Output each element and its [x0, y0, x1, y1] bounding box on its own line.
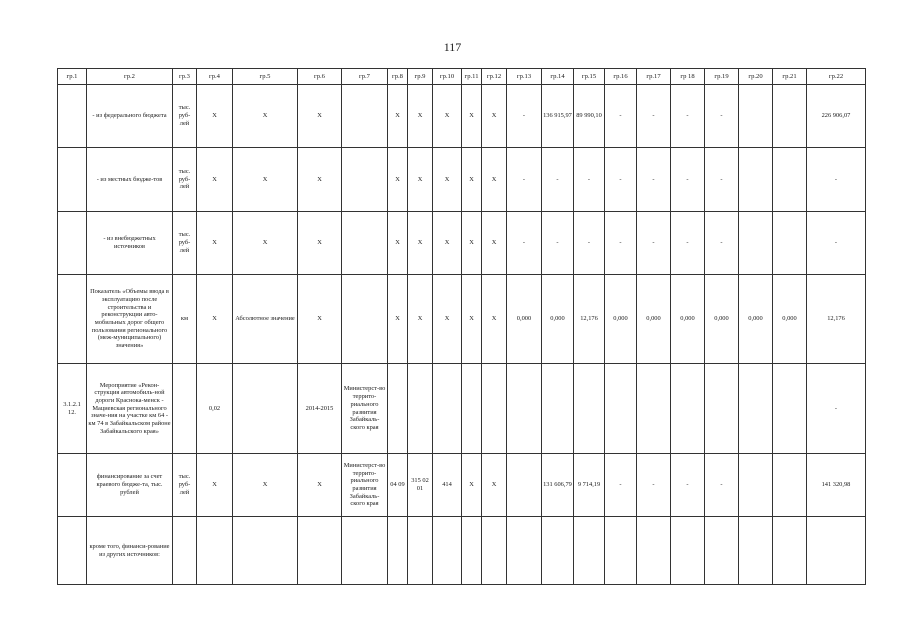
- table-cell: тыс. руб-лей: [173, 212, 197, 275]
- row-federal-budget: [58, 85, 866, 148]
- row-financing: [58, 454, 866, 517]
- table-cell: [507, 364, 542, 454]
- table-cell: Абсолютное значение: [233, 275, 298, 364]
- table-cell: [542, 517, 574, 585]
- table-cell: -: [705, 454, 739, 517]
- row-other-sources: [58, 517, 866, 585]
- table-cell: -: [637, 454, 671, 517]
- table-cell: [705, 517, 739, 585]
- table-cell: [705, 364, 739, 454]
- table-cell: X: [197, 454, 233, 517]
- table-cell: [408, 517, 433, 585]
- row-local-budget: [58, 148, 866, 212]
- table-cell: X: [408, 148, 433, 212]
- table-cell: [807, 517, 866, 585]
- header-cell: гр.3: [173, 69, 197, 85]
- table-cell: [773, 454, 807, 517]
- table-cell: X: [388, 212, 408, 275]
- header-cell: гр.1: [58, 69, 87, 85]
- table-cell: 0,02: [197, 364, 233, 454]
- table-cell: Показатель «Объемы ввода в эксплуатацию после строительства и реконструкции авто-мобильных дорог общего пользования регионального (меж-муниципального) значения»: [87, 275, 173, 364]
- table-cell: X: [482, 212, 507, 275]
- table-cell: X: [197, 212, 233, 275]
- table-cell: [773, 212, 807, 275]
- table-cell: 0,000: [507, 275, 542, 364]
- table-cell: X: [233, 454, 298, 517]
- table-cell: -: [705, 212, 739, 275]
- table-cell: [388, 364, 408, 454]
- row-extrabudgetary: [58, 212, 866, 275]
- table-cell: [58, 85, 87, 148]
- table-cell: -: [637, 85, 671, 148]
- table-cell: тыс. руб-лей: [173, 454, 197, 517]
- table-cell: [197, 517, 233, 585]
- table-cell: -: [605, 85, 637, 148]
- table-cell: [58, 148, 87, 212]
- table-cell: X: [482, 85, 507, 148]
- table-cell: -: [605, 454, 637, 517]
- table-cell: -: [605, 212, 637, 275]
- table-cell: [482, 517, 507, 585]
- table-cell: X: [462, 148, 482, 212]
- table-cell: 0,000: [542, 275, 574, 364]
- header-cell: гр.10: [433, 69, 462, 85]
- table-cell: [58, 517, 87, 585]
- table-cell: -: [574, 212, 605, 275]
- table-cell: -: [542, 148, 574, 212]
- table-cell: X: [298, 212, 342, 275]
- table-cell: X: [408, 212, 433, 275]
- table-cell: [342, 85, 388, 148]
- table-cell: 0,000: [773, 275, 807, 364]
- table-cell: X: [388, 85, 408, 148]
- table-cell: X: [408, 275, 433, 364]
- table-cell: [605, 364, 637, 454]
- header-cell: гр.7: [342, 69, 388, 85]
- table-cell: X: [482, 148, 507, 212]
- table-cell: 0,000: [739, 275, 773, 364]
- table-cell: Мероприятие «Рекон-струкция автомобиль-ной дороги Краснока-менск - Мациевская регионального значе-ния на участке км 64 - км 74 в Забайкальском районе Забайкальского края»: [87, 364, 173, 454]
- table-cell: -: [671, 212, 705, 275]
- table-cell: X: [433, 148, 462, 212]
- table-cell: X: [233, 85, 298, 148]
- table-cell: -: [542, 212, 574, 275]
- table-cell: 04 09: [388, 454, 408, 517]
- table-cell: 9 714,19: [574, 454, 605, 517]
- table-cell: -: [507, 212, 542, 275]
- table-cell: X: [298, 148, 342, 212]
- table-cell: -: [507, 148, 542, 212]
- table-cell: [58, 454, 87, 517]
- table-cell: X: [433, 275, 462, 364]
- table-cell: X: [433, 212, 462, 275]
- table-cell: [482, 364, 507, 454]
- table-cell: [637, 517, 671, 585]
- table-cell: [773, 517, 807, 585]
- table-cell: [433, 517, 462, 585]
- table-cell: -: [671, 148, 705, 212]
- table-cell: -: [574, 148, 605, 212]
- table-cell: 131 606,79: [542, 454, 574, 517]
- header-cell: гр.19: [705, 69, 739, 85]
- table-cell: X: [298, 85, 342, 148]
- table-cell: -: [671, 85, 705, 148]
- table-cell: 12,176: [807, 275, 866, 364]
- table-cell: 136 915,97: [542, 85, 574, 148]
- table-cell: - из федерального бюджета: [87, 85, 173, 148]
- page-number: 117: [443, 40, 462, 54]
- header-cell: гр.17: [637, 69, 671, 85]
- table-cell: 0,000: [671, 275, 705, 364]
- data-table: [57, 68, 866, 585]
- table-cell: X: [298, 275, 342, 364]
- table-cell: [342, 275, 388, 364]
- header-cell: гр.16: [605, 69, 637, 85]
- table-cell: 12,176: [574, 275, 605, 364]
- table-cell: -: [605, 148, 637, 212]
- table-cell: [342, 148, 388, 212]
- table-cell: [542, 364, 574, 454]
- row-measure: [58, 364, 866, 454]
- table-cell: 315 02 01: [408, 454, 433, 517]
- table-cell: [462, 364, 482, 454]
- table-cell: [739, 212, 773, 275]
- header-cell: гр.6: [298, 69, 342, 85]
- table-cell: X: [233, 212, 298, 275]
- table-cell: 3.1.2.1 12.: [58, 364, 87, 454]
- table-cell: финансирование за счет краевого бюдже-та, тыс. рублей: [87, 454, 173, 517]
- table-cell: [173, 517, 197, 585]
- table-cell: 141 320,98: [807, 454, 866, 517]
- table-cell: X: [388, 148, 408, 212]
- table-cell: [408, 364, 433, 454]
- table-cell: 414: [433, 454, 462, 517]
- table-cell: [507, 517, 542, 585]
- table-cell: -: [705, 148, 739, 212]
- table-cell: 0,000: [637, 275, 671, 364]
- table-cell: -: [671, 454, 705, 517]
- table-cell: [58, 212, 87, 275]
- header-cell: гр.13: [507, 69, 542, 85]
- table-cell: [574, 517, 605, 585]
- table-cell: 89 990,10: [574, 85, 605, 148]
- header-cell: гр.22: [807, 69, 866, 85]
- table-cell: [605, 517, 637, 585]
- table-cell: [462, 517, 482, 585]
- table-cell: [773, 85, 807, 148]
- table-cell: [637, 364, 671, 454]
- header-cell: гр.4: [197, 69, 233, 85]
- header-row: [58, 69, 866, 85]
- table-cell: [739, 85, 773, 148]
- table-cell: X: [462, 85, 482, 148]
- table-cell: 0,000: [605, 275, 637, 364]
- table-cell: X: [408, 85, 433, 148]
- table-cell: [507, 454, 542, 517]
- header-cell: гр.2: [87, 69, 173, 85]
- table-cell: - из внебюджетных источников: [87, 212, 173, 275]
- table-cell: -: [705, 85, 739, 148]
- table-cell: [739, 454, 773, 517]
- table-cell: [739, 364, 773, 454]
- table-cell: [739, 148, 773, 212]
- table-cell: X: [233, 148, 298, 212]
- table-cell: [58, 275, 87, 364]
- table-cell: X: [388, 275, 408, 364]
- header-cell: гр.14: [542, 69, 574, 85]
- header-cell: гр.15: [574, 69, 605, 85]
- table-cell: [739, 517, 773, 585]
- table-cell: [233, 364, 298, 454]
- header-cell: гр.21: [773, 69, 807, 85]
- table-cell: [233, 517, 298, 585]
- table-cell: -: [807, 148, 866, 212]
- table-cell: -: [637, 148, 671, 212]
- table-cell: 2014-2015: [298, 364, 342, 454]
- table-cell: [173, 364, 197, 454]
- table-cell: X: [197, 148, 233, 212]
- row-indicator: [58, 275, 866, 364]
- header-cell: гр.20: [739, 69, 773, 85]
- table-cell: [433, 364, 462, 454]
- table-cell: -: [807, 364, 866, 454]
- table-cell: Министерст-во террито-риального развития Забайкаль-ского края: [342, 454, 388, 517]
- table-cell: 0,000: [705, 275, 739, 364]
- table-cell: 226 906,07: [807, 85, 866, 148]
- table-cell: X: [482, 275, 507, 364]
- table-cell: [773, 364, 807, 454]
- table-cell: [342, 517, 388, 585]
- header-cell: гр.9: [408, 69, 433, 85]
- table-cell: X: [482, 454, 507, 517]
- table-cell: км: [173, 275, 197, 364]
- table-cell: [342, 212, 388, 275]
- table-cell: X: [298, 454, 342, 517]
- table-cell: [574, 364, 605, 454]
- table-cell: X: [462, 275, 482, 364]
- header-cell: гр 18: [671, 69, 705, 85]
- table-cell: кроме того, финанси-рование из других источников:: [87, 517, 173, 585]
- header-cell: гр.12: [482, 69, 507, 85]
- table-cell: [298, 517, 342, 585]
- table-cell: Министерст-во террито-риального развития Забайкаль-ского края: [342, 364, 388, 454]
- table-cell: - из местных бюдже-тов: [87, 148, 173, 212]
- table-cell: [671, 364, 705, 454]
- table-cell: -: [807, 212, 866, 275]
- table-cell: тыс. руб-лей: [173, 85, 197, 148]
- table-cell: X: [433, 85, 462, 148]
- table-cell: -: [637, 212, 671, 275]
- table-cell: [388, 517, 408, 585]
- table-cell: тыс. руб-лей: [173, 148, 197, 212]
- table-cell: [671, 517, 705, 585]
- table-cell: -: [507, 85, 542, 148]
- header-cell: гр.11: [462, 69, 482, 85]
- table-cell: [773, 148, 807, 212]
- table-cell: X: [197, 85, 233, 148]
- header-cell: гр.5: [233, 69, 298, 85]
- table-cell: X: [197, 275, 233, 364]
- table-cell: X: [462, 454, 482, 517]
- header-cell: гр.8: [388, 69, 408, 85]
- table-cell: X: [462, 212, 482, 275]
